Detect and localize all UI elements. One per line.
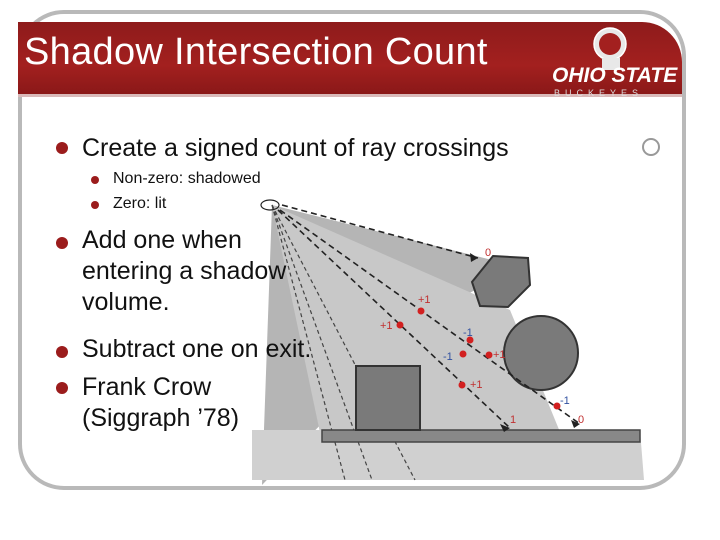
count-label: +1 [418,294,431,306]
bullet-icon [56,382,68,394]
count-label: -1 [463,327,473,339]
bullet-main [82,372,239,434]
bullet-icon [56,142,68,154]
bullet-main [82,225,286,318]
count-label: +1 [380,320,393,332]
slide-title: Shadow Intersection Count [24,31,488,73]
bullet-icon [56,237,68,249]
bullet-line: Add one when [82,226,242,254]
count-label: 0 [485,247,492,259]
count-label: +1 [493,349,506,361]
bullet-line: Frank Crow [82,373,212,401]
bullet-icon [56,346,68,358]
bullet-line: volume. [82,288,170,316]
bullet-main: Create a signed count of ray crossings [82,134,509,162]
bullet-icon [91,201,99,209]
bullet-sub: Zero: lit [113,195,167,212]
bullet-icon [91,176,99,184]
bullet-line: entering a shadow [82,257,287,285]
floor-plane [322,430,640,442]
count-label: -1 [560,395,570,407]
count-label: +1 [470,379,483,391]
count-label: 1 [510,414,517,426]
box-occluder [356,366,420,430]
count-label: 0 [578,414,585,426]
logo-wordmark: OHIO STATE [552,64,678,87]
bullet-sub: Non-zero: shadowed [113,170,261,187]
bullet-main: Subtract one on exit. [82,335,312,363]
bullet-line: (Siggraph ’78) [82,404,240,432]
logo-subtext: BUCKEYES [554,88,644,98]
light-source-icon [261,200,279,210]
count-label: -1 [443,351,453,363]
sphere-occluder [504,316,578,390]
